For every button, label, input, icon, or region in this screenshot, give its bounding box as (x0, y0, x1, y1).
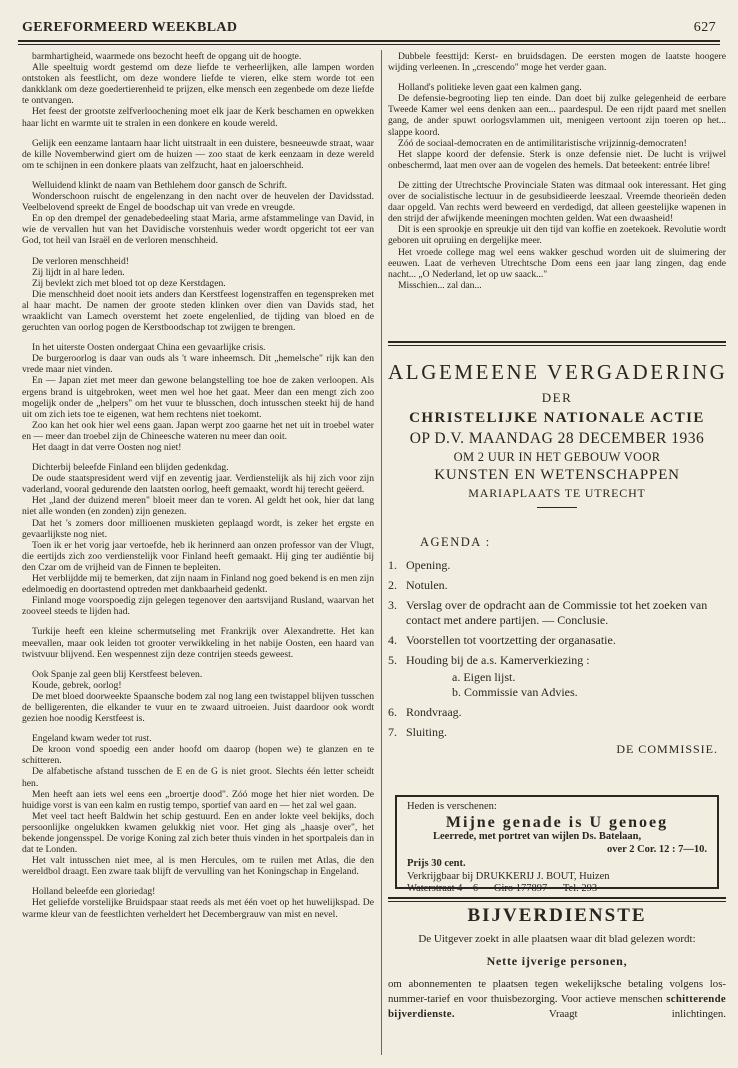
article-section (22, 51, 374, 129)
paragraph: De met bloed doorweekte Spaansche bodem zal nog lang een twistappel blijven tusschen de belligerenten, die elkander te vuur en te zwaard uitroeien. Juist daardoor ook wordt gezien hoe noodig Kerstfeest is. (22, 690, 374, 725)
paragraph: Het vroede college mag wel eens wakker geschud worden uit de sluimering der eeuwen. Laat de verheven Utrechtsche Dom eens een jaar lang zingen, dag ende nacht... „O Nederland, let op uw saack..." (388, 246, 726, 280)
notice-top-rule (388, 341, 726, 346)
agenda-subitem: b. Commissie van Advies. (452, 685, 578, 699)
paragraph: Gelijk een eenzame lantaarn haar licht uitstraalt in een duistere, besneeuwde straat, waar de kille Novemberwind giert om de huizen — zoo staat de kerk eenzaam in deze wereld om te schijnen in een donkere plaats van zelfzucht, haat en jaloerschheid. (22, 137, 374, 171)
article-section (22, 669, 374, 724)
agenda-item-text: Opening. (406, 558, 451, 572)
paragraph: Zóó de sociaal-democraten en de antimilitaristische vrijzinnig-democraten! (398, 137, 687, 149)
paragraph: Dubbele feesttijd: Kerst- en bruidsdagen. De eersten mogen de laatste hoogere wijding verleenen. In „crescendo" moge het verder gaan. (388, 51, 726, 74)
paragraph: En op den drempel der genadebedeeling staat Maria, arme afstammelinge van David, in wie de vervallen hut van het Davidische vorstenhuis weder wordt opgericht tot eer van God, tot heil van Israël en de verloren menschheid. (22, 213, 374, 247)
agenda-signature: DE COMMISSIE. (616, 742, 718, 756)
paragraph: Turkije heeft een kleine schermutseling met Frankrijk over Alexandrette. Het kan meevallen, maar ook leiden tot grooter verwikkeling in het nabije Oosten, een haard van twistvuur blijvend. Een wespennest zijn deze contrijen steeds geweest. (22, 626, 374, 660)
paragraph: De defensie-begrooting liep ten einde. Dan doet bij zulke gelegenheid de eerbare Tweede Kamer wel eens denken aan een... paardespul. De een rijdt paard met snellen gang, de ander spuwt oorlogsvlammen uit, menigeen vertoont zijn toeren op het... slappe koord. (388, 93, 726, 138)
header-rule-thin (18, 44, 720, 45)
bijverdienste-rule (388, 897, 726, 902)
bijverdienste-ad (388, 905, 726, 1022)
article-section (22, 462, 374, 617)
ad-publisher: Verkrijgbaar bij DRUKKERIJ J. BOUT, Huizen (407, 870, 610, 882)
article-section (22, 626, 374, 659)
paragraph: Ook Spanje zal geen blij Kerstfeest beleven. (32, 668, 203, 680)
bijverdienste-intro: De Uitgever zoekt in alle plaatsen waar dit blad gelezen wordt: (418, 933, 696, 945)
bijverdienste-body-end: Vraagt inlichtingen. (454, 1008, 726, 1020)
header-rule (18, 40, 720, 42)
agenda-item-number: 2. (388, 578, 397, 592)
paragraph: Holland beleefde een gloriedag! (32, 886, 156, 898)
ad-subtitle: Leerrede, met portret van wijlen Ds. Batelaan, (433, 831, 642, 842)
agenda-item-number: 7. (388, 725, 397, 739)
paragraph: barmhartigheid, waarmede ons bezocht heeft de opgang uit de hoogte. (32, 51, 302, 62)
paragraph: Dichterbij beleefde Finland een blijden gedenkdag. (32, 462, 229, 474)
paragraph: Wonderschoon ruischt de engelenzang in den nacht over de heuvelen der Davidsstad. Veelbelovend spreekt de Engel de boodschap uit van vrede en vreugde. (22, 191, 374, 214)
article-section (22, 886, 374, 919)
article-section (388, 180, 726, 291)
article-section (22, 256, 374, 334)
agenda-item-number: 3. (388, 598, 397, 612)
bijverdienste-wanted: Nette ijverige personen, (486, 954, 628, 968)
meeting-notice (388, 341, 726, 508)
paragraph: Het verblijdde mij te bemerken, dat zijn naam in Finland nog goed bekend is en men zijn edelmoedig en doortastend optreden met dankbaarheid gedenkt. (22, 573, 374, 596)
agenda-list (388, 558, 726, 740)
notice-date: OP D.V. MAANDAG 28 DECEMBER 1936 (409, 430, 705, 447)
page-number: 627 (693, 20, 716, 35)
article-section (22, 138, 374, 171)
paragraph: Alle speeltuig wordt gestemd om deze liefde te verheerlijken, alle lampen worden ontstoken als feestlicht, om deze wondere liefde te vieren, elke stem worde tot een dankklank om deze goedertierenheid te prijzen, elke mensch een zegenbede om deze liefde te ontvangen. (22, 62, 374, 107)
paragraph: Het slappe koord der defensie. Sterk is onze defensie niet. De lucht is vrijwel onbeschermd, laat men over aan de vogelen des hemels. Dat beteekent: entrée libre! (388, 148, 726, 171)
paragraph: Het „land der duizend meren" bloeit meer dan te voren. Al geldt het ook, hier dat lang niet alle wonden (en zonden) zijn genezen. (22, 495, 374, 518)
agenda-item (388, 598, 726, 628)
article-section (22, 342, 374, 453)
paragraph: In het uiterste Oosten ondergaat China een gevaarlijke crisis. (32, 342, 266, 354)
paragraph: Dit is een sprookje en spreukje uit den tijd van koffie en zoetekoek. Revolutie wordt geboren uit opruiing en dergelijke meer. (388, 224, 726, 247)
paragraph: De verloren menschheid! (32, 255, 129, 267)
paragraph: De oude staatspresident werd vijf en zeventig jaar. Verdienstelijk als hij zich voor zijn vaderland, vooral gedurende den laatsten oorlog, heeft gemaakt, wordt hij terecht geëerd. (22, 473, 374, 496)
bijverdienste-title: BIJVERDIENSTE (467, 905, 647, 926)
notice-title: ALGEMEENE VERGADERING (388, 360, 728, 384)
left-column (22, 51, 374, 1051)
paragraph: Zoo kan het ook hier wel eens gaan. Japan werpt zoo gaarne het net uit in troebel water en — meer dan troebel zijn de Chineesche wateren nu meer dan ooit. (22, 419, 374, 442)
paragraph: Men heeft aan iets wel eens een „broertje dood". Zóó moge het hier niet worden. De huidige vorst is van een kalm en rustig tempo, sportief van aard en — het zal wel gaan. (22, 788, 374, 811)
notice-venue: KUNSTEN EN WETENSCHAPPEN (434, 467, 680, 483)
agenda-item-number: 1. (388, 558, 397, 572)
notice-short-rule (537, 507, 577, 508)
paragraph: Finland moge voorspoedig zijn gelegen tegenover den aartsvijand Rusland, waarvan het zooveel steeds te lijden had. (22, 595, 374, 618)
agenda-item-text: Houding bij de a.s. Kamerverkiezing : (406, 653, 590, 667)
agenda-title: AGENDA : (420, 535, 491, 549)
running-head (22, 20, 716, 42)
paragraph: De alfabetische afstand tusschen de E en de G is niet groot. Slechts één letter scheidt hen. (22, 766, 374, 789)
agenda-item-text: Voorstellen tot voortzetting der organasatie. (406, 633, 616, 647)
bijverdienste-highlight: schitterende bijverdienste. (388, 993, 726, 1020)
paragraph: Het feest der grootste zelfverloochening moet elk jaar de Kerk beschamen en opwekken haar licht en warmte uit te stralen in een donkere en koude wereld. (22, 106, 374, 129)
paragraph: De kroon vond spoedig een ander hoofd om daarop (hopen we) te glanzen en te schitteren. (22, 744, 374, 767)
ad-book-title: Mijne genade is U genoeg (445, 813, 669, 831)
paragraph: Zij bevlekt zich met bloed tot op deze Kerstdagen. (32, 277, 226, 289)
agenda-item-text: Rondvraag. (406, 705, 462, 719)
notice-location: MARIAPLAATS TE UTRECHT (468, 486, 646, 500)
agenda-item (388, 633, 726, 648)
agenda-item (388, 725, 726, 740)
paragraph: Het daagt in dat verre Oosten nog niet! (32, 442, 182, 453)
agenda-item-text: Verslag over de opdracht aan de Commissie tot het zoeken van contact met andere partijen. — Conclusie. (406, 598, 708, 627)
notice-time: OM 2 UUR IN HET GEBOUW VOOR (453, 450, 661, 464)
right-column (388, 51, 726, 291)
column-divider (381, 50, 382, 1055)
paragraph: De zitting der Utrechtsche Provinciale Staten was ditmaal ook interessant. Het ging over de socialistische lectuur in de gesubsidieerde leeszaal. Vreemde theorieën deden daar opgeld. Van rechts werd beweerd en verdedigd, dat alleen geestelijke wapenen in den strijd der afwijkende meeningen mochten gelden. Wat een dwaasheid! (388, 179, 726, 225)
paragraph: Dat het 's zomers door millioenen muskieten geplaagd wordt, is zeker het ergste en gevaarlijkste nog niet. (22, 517, 374, 540)
paragraph: Zij lijdt in al hare leden. (32, 266, 125, 278)
agenda-item-text: Sluiting. (406, 725, 448, 739)
paragraph: De burgeroorlog is daar van ouds als 't ware inheemsch. Dit „hemelsche" rijk kan den vrede maar niet vinden. (22, 353, 374, 376)
paragraph: Misschien... zal dan... (398, 279, 482, 291)
article-section (388, 82, 726, 171)
ad-address: Waterstraat 4—6 — Giro 177897 — Tel. 293 (407, 883, 598, 894)
agenda-item-number: 6. (388, 705, 397, 719)
paragraph: Toen ik er het vorig jaar vertoefde, heb ik herinnerd aan onzen professor van der Vlugt, die eertijds zich zoo verdienstelijk voor Finland heeft gemaakt. Hij ging ter audiëntie bij den Czar om de vrijheid van de Finnen te bepleiten. (22, 539, 374, 573)
bijverdienste-body (388, 977, 726, 1022)
paragraph: Holland's politieke leven gaat een kalmen gang. (398, 82, 582, 94)
agenda-item (388, 578, 726, 593)
agenda (388, 535, 726, 757)
agenda-item (388, 558, 726, 573)
paragraph: Het valt intusschen niet mee, al is men Hercules, om te ruilen met Atlas, die den wereldbol draagt. Een zware taak blijft de vervulling van het Koningschap in Engeland. (22, 855, 374, 878)
bijverdienste-body-text: om abonnementen te plaatsen tegen wekelijksche betaling volgens los-nummer-tarief en voor thuisbezorging. Voor actieve menschen (388, 978, 726, 1005)
ad-price: Prijs 30 cent. (407, 858, 466, 869)
agenda-item-text: Notulen. (406, 578, 448, 592)
notice-organisation: CHRISTELIJKE NATIONALE ACTIE (409, 410, 705, 426)
agenda-item-number: 4. (388, 633, 397, 647)
ad-scripture: over 2 Cor. 12 : 7—10. (606, 843, 707, 855)
paragraph: Engeland kwam weder tot rust. (32, 733, 152, 745)
agenda-item-number: 5. (388, 653, 397, 667)
article-section (22, 733, 374, 877)
article-section (22, 180, 374, 247)
notice-der: DER (541, 390, 573, 405)
agenda-item (388, 705, 726, 720)
paragraph: Die menschheid doet nooit iets anders dan Kerstfeest logenstraffen en tegenspreken met al haar macht. De namen der groote steden klinken over dien van Davids stad, het wraaklicht van Lamech overstemt het zoete engelenlied, de tijding van bloed en de geruchten van oorlog pogen de Kerstboodschap tot zwijgen te brengen. (22, 288, 374, 334)
publication-title: GEREFORMEERD WEEKBLAD (22, 20, 238, 35)
agenda-item (388, 653, 726, 700)
book-advertisement (395, 795, 719, 894)
paragraph: En — Japan ziet met meer dan gewone belangstelling toe hoe de zaken verloopen. Als ergens brand is uitgebroken, weet men wel hoe het gaat. Meer dan een mengt zich zoo mogelijk onder de „helpers" om het vuur te blusschen, doch intusschen steekt hij de hand uit om zich iets toe te eigenen, wat hem rechtens niet toekomt. (22, 375, 374, 420)
ad-heading: Heden is verschenen: (407, 801, 497, 812)
paragraph: Welluidend klinkt de naam van Bethlehem door gansch de Schrift. (32, 179, 287, 191)
paragraph: Met veel tact heeft Baldwin het schip gestuurd. Een en ander lokte veel bekijks, doch persoonlijke ongelukken kwamen gelukkig niet voor. Het ging als „haasje over", het bekende jongensspel. De vorige Koning zal zich beter thuis vinden in het sportpaleis dan in dat te Londen. (22, 810, 374, 856)
paragraph: Het geliefde vorstelijke Bruidspaar staat reeds als met één voet op het huwelijkspad. De warme kleur van de feestlichten verheldert het Decembergrauw van mist en nevel. (22, 897, 374, 920)
agenda-subitem: a. Eigen lijst. (452, 670, 516, 684)
paragraph: Koude, gebrek, oorlog! (32, 679, 122, 691)
article-section (388, 51, 726, 73)
agenda-subitems (406, 670, 726, 700)
